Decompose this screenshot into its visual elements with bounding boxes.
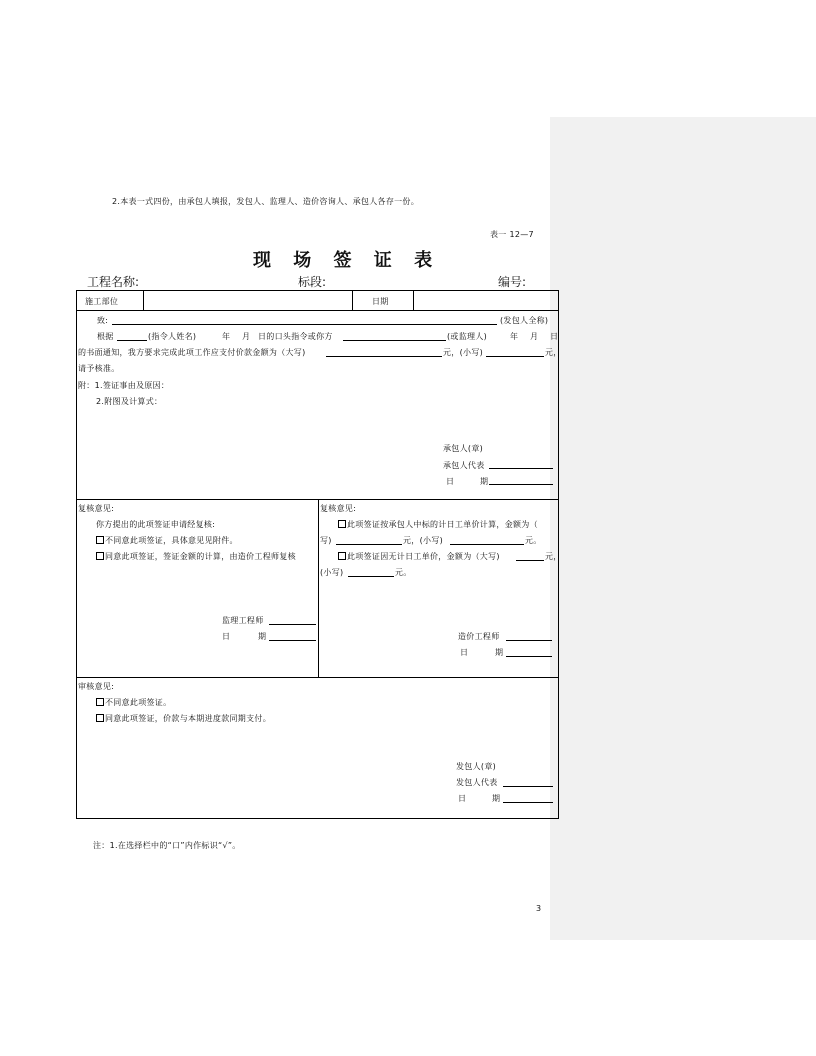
project-name-label: 工程名称: bbox=[87, 275, 140, 289]
day2-label: 日 bbox=[550, 332, 559, 341]
review-right-line2-a: 写) bbox=[320, 536, 332, 545]
supervisor-date-qi: 期 bbox=[258, 632, 267, 641]
cost-engineer-date-blank[interactable] bbox=[506, 648, 552, 657]
audit-opt2[interactable] bbox=[96, 713, 271, 724]
audit-opt1[interactable] bbox=[96, 697, 171, 708]
employer-name-blank[interactable] bbox=[112, 316, 497, 325]
request-line2-a: 的书面通知，我方要求完成此项工作应支付价款金额为（大写) bbox=[78, 348, 306, 357]
contractor-rep-label: 承包人代表 bbox=[443, 461, 485, 470]
supervisor-blank[interactable] bbox=[269, 616, 316, 625]
instructor-blank[interactable] bbox=[117, 332, 147, 341]
checkbox-icon[interactable] bbox=[338, 552, 346, 560]
review-left-line1: 你方提出的此项签证申请经复核: bbox=[96, 520, 216, 529]
month-label: 月 bbox=[242, 332, 251, 341]
review-left-title: 复核意见: bbox=[78, 504, 115, 513]
employer-date-qi: 期 bbox=[492, 794, 501, 803]
note-bottom: 注：1.在选择栏中的“口”内作标识“√”。 bbox=[93, 841, 241, 850]
cost-engineer-blank[interactable] bbox=[506, 632, 552, 641]
cost-engineer-date-qi: 期 bbox=[495, 648, 504, 657]
review-right-line1-label: 此项签证按承包人中标的计日工单价计算，金额为（ bbox=[347, 520, 538, 529]
review-left-opt2[interactable] bbox=[96, 551, 296, 562]
attach-line1: 附：1.签证事由及原因： bbox=[78, 381, 170, 390]
month2-label: 月 bbox=[530, 332, 539, 341]
year2-label: 年 bbox=[510, 332, 519, 341]
employer-rep-blank[interactable] bbox=[503, 778, 553, 787]
amount-words-blank[interactable] bbox=[326, 348, 442, 357]
to-label: 致: bbox=[97, 316, 109, 325]
review-right-line1[interactable] bbox=[338, 519, 538, 530]
request-line1-c: 日的口头指令或你方 bbox=[258, 332, 333, 341]
form-title: 现 场 签 证 表 bbox=[253, 250, 441, 271]
request-line2-c: 元， bbox=[545, 348, 562, 357]
employer-full-label: (发包人全称) bbox=[500, 316, 549, 325]
review-right-title: 复核意见: bbox=[320, 504, 357, 513]
audit-opt1-label: 不同意此项签证。 bbox=[105, 698, 172, 707]
audit-opt2-label: 同意此项签证，价款与本期进度款同期支付。 bbox=[105, 714, 271, 723]
review-right-line3-label: 此项签证因无计日工单价，金额为（大写) bbox=[347, 552, 500, 561]
review-right-line3-b: 元， bbox=[545, 552, 562, 561]
construction-part-field[interactable] bbox=[146, 292, 350, 308]
checkbox-icon[interactable] bbox=[96, 714, 104, 722]
employer-date-ri: 日 bbox=[458, 794, 467, 803]
checkbox-icon[interactable] bbox=[338, 520, 346, 528]
daywork-amount-figures-blank[interactable] bbox=[450, 536, 524, 545]
request-line3: 请予核准。 bbox=[78, 364, 120, 373]
review-right-line4-b: 元。 bbox=[395, 568, 412, 577]
review-left-opt1-label: 不同意此项签证，具体意见见附件。 bbox=[105, 536, 238, 545]
page-number: 3 bbox=[536, 904, 542, 913]
number-label: 编号: bbox=[498, 275, 527, 289]
date-field[interactable] bbox=[416, 292, 556, 308]
no-daywork-amount-figures-blank[interactable] bbox=[348, 568, 394, 577]
employer-rep-label: 发包人代表 bbox=[456, 778, 498, 787]
review-right-line3[interactable] bbox=[338, 551, 500, 562]
request-line1-d: (或监理人) bbox=[447, 332, 488, 341]
contractor-seal-label: 承包人(章) bbox=[443, 444, 484, 453]
checkbox-icon[interactable] bbox=[96, 698, 104, 706]
amount-figures-blank[interactable] bbox=[486, 348, 544, 357]
attach-line2: 2.附图及计算式： bbox=[96, 397, 163, 406]
construction-part-label: 施工部位 bbox=[85, 297, 119, 306]
review-right-line4-a: (小写) bbox=[320, 568, 344, 577]
employer-seal-label: 发包人(章) bbox=[456, 762, 497, 771]
supervisor-date-ri: 日 bbox=[222, 632, 231, 641]
table-code: 表一 12—7 bbox=[490, 230, 534, 239]
note-top: 2.本表一式四份，由承包人填报，发包人、监理人、造价咨询人、承包人各存一份。 bbox=[112, 197, 420, 206]
supervisor-date-blank[interactable] bbox=[269, 632, 316, 641]
request-line1-b: (指令人姓名) bbox=[148, 332, 197, 341]
employer-date-blank[interactable] bbox=[503, 794, 553, 803]
checkbox-icon[interactable] bbox=[96, 536, 104, 544]
review-right-line2-b: 元，(小写) bbox=[403, 536, 444, 545]
review-left-opt1[interactable] bbox=[96, 535, 238, 546]
year-label: 年 bbox=[222, 332, 231, 341]
review-right-line2-c: 元。 bbox=[525, 536, 542, 545]
contractor-rep-blank[interactable] bbox=[489, 460, 553, 469]
daywork-amount-words-blank[interactable] bbox=[336, 536, 402, 545]
written-notice-blank[interactable] bbox=[343, 332, 446, 341]
side-panel bbox=[550, 117, 816, 940]
cost-engineer-date-ri: 日 bbox=[460, 648, 469, 657]
review-left-opt2-label: 同意此项签证，签证金额的计算，由造价工程师复核 bbox=[105, 552, 296, 561]
request-line2-b: 元，(小写) bbox=[443, 348, 484, 357]
date-label: 日期 bbox=[372, 297, 389, 306]
request-line1-a: 根据 bbox=[97, 332, 114, 341]
audit-title: 审核意见: bbox=[78, 682, 115, 691]
supervisor-label: 监理工程师 bbox=[222, 616, 264, 625]
no-daywork-amount-words-blank[interactable] bbox=[516, 552, 544, 561]
contractor-date-ri: 日 bbox=[446, 477, 455, 486]
checkbox-icon[interactable] bbox=[96, 552, 104, 560]
cost-engineer-label: 造价工程师 bbox=[458, 632, 500, 641]
contractor-date-blank[interactable] bbox=[489, 476, 553, 485]
section-label: 标段: bbox=[298, 275, 327, 289]
contractor-date-qi: 期 bbox=[480, 477, 489, 486]
